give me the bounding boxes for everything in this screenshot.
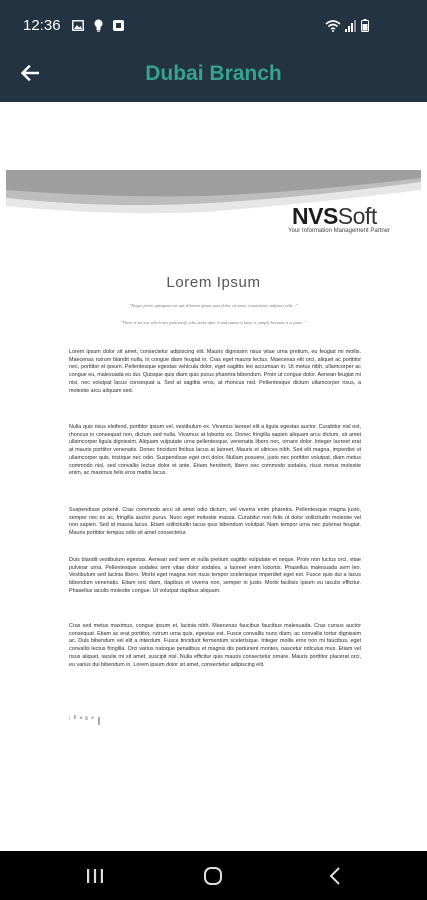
document-title: Lorem Ipsum [166,274,261,291]
paragraph-5: Cras sed metus maximus, congue ipsum et, lacinia nibh. Maecenas faucibus faucibus malesuada. Cras cursus auctor consequat. Etiam ac erat porttitor, rutrum urna quis, egestas est. Fusce convallis nunc diam, ac convallis tortor dignissim ac. Duis bibendum vel elit a interdum. Fusce tincidunt fermentum scelerisque. Integer mollis eros non mi faucibus, eget convallis lectus fringilla. Orci varius natoque penatibus et magnis dis parturient montes, nascetur ridiculus mus. Etiam vel risus aliquet, iaculis mi sit amet, suscipit nisl. Nulla efficitur quis mauris consectetur ornare. Mauris porttitor placerat orci, eu varius dui bibendum in. Lorem ipsum dolor sit amet, consectetur adipiscing elit. [69,623,361,668]
document-page [6,170,421,760]
recents-button[interactable] [70,859,120,893]
brand-part2: Soft [337,203,377,229]
wifi-icon [325,20,341,32]
status-left-icons [72,19,124,32]
page-footer: | P a g e [69,715,95,721]
home-button[interactable] [188,859,238,893]
status-time: 12:36 [23,17,61,34]
page-title: Dubai Branch [145,62,282,85]
pdf-viewer[interactable] [0,102,427,851]
recents-icon [86,868,104,884]
home-icon [203,866,223,886]
nav-back-button[interactable] [310,859,360,893]
paragraph-1: Lorem ipsum dolor sit amet, consectetur adipiscing elit. Mauris dignissim risus vitae urna pretium, eu feugiat mi mollis. Maecenas rutrum blandit nulla, in congue diam feugiat in. Cras eget mauris lectus. Maecenas elit orci, aliquet ac porttitor nec, porttitor et ipsum. Pellentesque egestas vehicula dolor, eget sagittis leo accumsan in. Ut metus nibh, ullamcorper ac congue eu, malesuada eu dui. Quisque quis diam quis purus pharetra bibendum. Proin ut congue dolor. Aenean feugiat mi nisi, nec volutpat lacus consequat a. Sed at sagittis eros, at rhoncus nisl. Pellentesque dictum ullamcorper risus, a molestie arcu aliquam sed. [69,349,361,394]
brand-part1: NVS [292,203,338,229]
lightbulb-icon [94,19,103,32]
battery-icon [361,19,369,32]
signal-icon [345,20,357,32]
system-nav-bar [0,851,427,900]
image-icon [72,20,84,31]
app-bar [0,45,427,102]
brand-tagline: Your Information Management Partner [288,228,390,234]
quote-line-1: "Neque porro quisquam est qui dolorem ipsum quia dolor sit amet, consectetur, adipisci velit..." [129,303,298,308]
paragraph-2: Nulla quis risus eleifend, porttitor ipsum vel, vestibulum ex. Vivamus laoreet elit a ligula egestas auctor. Curabitur nisl est, rhoncus in consequat non, dictum sed nulla. Vivamus at lobortis ex. Donec fringilla sapien aliquam arcu dictum, sit amet ullamcorper ligula dignissim. Aliquam vulputate urna pellentesque, venenatis libero nec, ornare dolor. Integer laoreet erat at mauris porttitor venenatis. Donec tincidunt finibus lacus at laoreet. Mauris et ultrices nibh. Sed elit magna, imperdiet ut ullamcorper quis, tristique nec odio. Suspendisse eget orci dolor. Nullam posuere, justo nec porttitor volutpat, diam metus commodo nisl, sed convallis lectus dolor et ante. Etiam hendrerit, libero nec commodo sodales, risus metus molestie enim, ac maximus felis eros mattis lacus. [69,424,361,477]
brand-logo [292,203,377,229]
nav-back-icon [329,867,341,885]
paragraph-4: Duis blandit vestibulum egestas. Aenean sed sem et nulla pretium sagittis vulputate et neque. Proin non luctus orci, vitae pulvinar urna. Pellentesque sodales sem vitae dolor sodales, a laoreet enim lobortis. Phasellus malesuada sem leo. Vestibulum sed lacinia libero. Morbi eget magna non risus tempor scelerisque imperdiet eget est. Fusce quis dui a lacus bibendum venenatis. Etiam orci diam, dapibus et viverra non, semper in justo. Morbi facilisis ipsum eu iaculis efficitur. Phasellus iaculis molestie congue. Ut volutpat dapibus aliquam. [69,557,361,594]
status-right-icons [325,19,369,32]
app-notification-icon [113,20,124,31]
paragraph-3: Suspendisse potenti. Cras commodo arcu sit amet odio dictum, vel viverra enim pharetra. Pellentesque magna justo, semper nec ex ac, fringilla auctor purus. Nunc eget molestie massa. Curabitur non felis ut dolor sollicitudin molestie vel non sapien. Sed id massa lacus. Etiam sollicitudin lacus quis bibendum volutpat. Nam tempor urna nec pulvinar feugiat. Mauris porttitor tempus odio sit amet consectetur. [69,507,361,537]
footer-divider [98,717,100,725]
status-bar [0,0,427,45]
quote-line-2: "There is no one who loves pain itself, who seeks after it and wants to have it, simply because it is pain..." [120,320,307,325]
